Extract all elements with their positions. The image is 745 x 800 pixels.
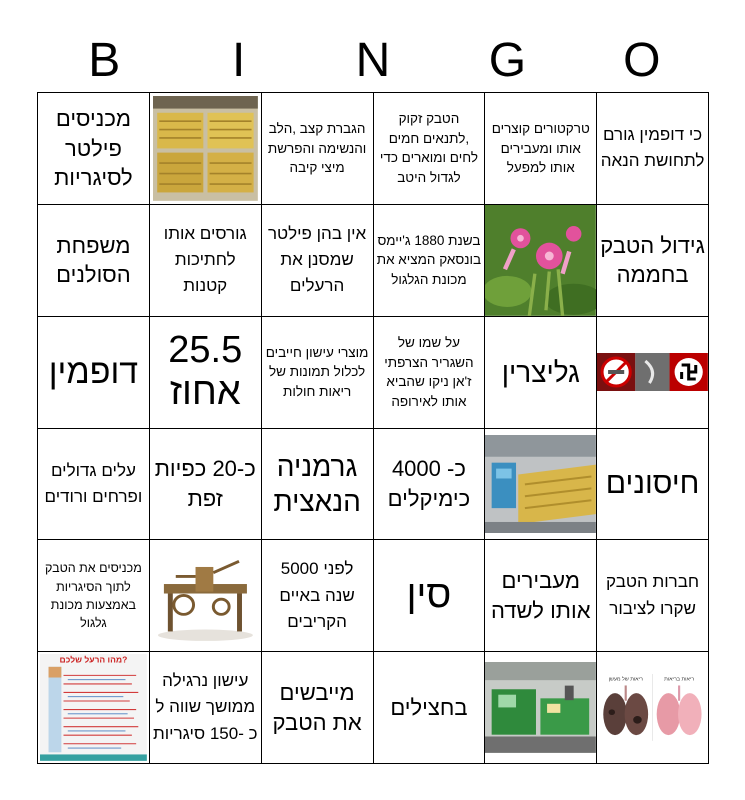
no-smoking-swastika-image: [597, 353, 708, 391]
cell-text: מעבירים אותו לשדה: [490, 568, 591, 623]
bingo-cell[interactable]: [597, 93, 709, 205]
cell-text: מכניסים פילטר לסיגריות: [54, 105, 133, 191]
cell-text: חיסונים: [605, 467, 700, 501]
tobacco-factory-conveyor-image: [485, 435, 596, 534]
bingo-cell[interactable]: [150, 93, 262, 205]
cell-text: על שמו של השגריר הצרפתי ז'אן ניקו שהביא אותו לאירופה: [384, 334, 474, 409]
cell-text: מכניסים את הטבק לתוך הסיגריות באמצעות מכונת גלגול: [45, 561, 142, 630]
cell-text: הטבק זקוק ,לתנאים חמים לחים ומוארים כדי לגדול היטב: [379, 111, 478, 185]
cell-text: מייבשים את הטבק: [272, 679, 362, 735]
cell-text: כ-20 כפיות זפת: [154, 456, 256, 511]
bingo-cell[interactable]: [485, 540, 597, 652]
cell-text: 25.5 אחוז: [168, 329, 243, 414]
cell-text: עלים גדולים ופרחים ורודים: [44, 460, 143, 506]
bingo-cell[interactable]: [38, 540, 150, 652]
bingo-cell[interactable]: [150, 205, 262, 317]
bingo-cell[interactable]: [374, 429, 486, 541]
bingo-cell[interactable]: [262, 205, 374, 317]
header-letter-o: O: [623, 34, 661, 87]
bingo-cell[interactable]: [38, 93, 150, 205]
bingo-cell[interactable]: [150, 540, 262, 652]
bingo-header: [37, 30, 709, 92]
cell-text: סין: [406, 573, 452, 616]
bingo-cell[interactable]: [262, 429, 374, 541]
poison-poster-image: [40, 654, 147, 761]
bingo-cell[interactable]: [485, 652, 597, 764]
bingo-cell[interactable]: [374, 540, 486, 652]
cell-text: משפחת הסולנים: [56, 232, 131, 288]
healthy-vs-smoker-lungs-image: [599, 674, 706, 741]
bingo-cell[interactable]: [150, 429, 262, 541]
cell-text: גורסים אותו לחתיכות קטנות: [163, 223, 247, 296]
bingo-cell[interactable]: [374, 652, 486, 764]
header-letter-g: G: [488, 34, 527, 87]
cell-text: בשנת 1880 ג'יימס בונסאק המציא את מכונת הגלגול: [376, 232, 482, 288]
bingo-cell[interactable]: [38, 429, 150, 541]
cell-text: כ- 4000 כימיקלים: [387, 456, 471, 511]
header-letter-b: B: [88, 34, 121, 87]
bingo-cell[interactable]: [485, 93, 597, 205]
cell-text: גרמניה הנאצית: [273, 450, 361, 517]
cell-text: חברות הטבק שקרו לציבור: [606, 572, 700, 618]
cigarette-rolling-machine-image: [156, 548, 255, 643]
smoker-lungs-caption: ריאות של מעשן: [608, 677, 644, 683]
bingo-cell[interactable]: [597, 205, 709, 317]
bingo-cell[interactable]: [597, 540, 709, 652]
cell-text: בחצילים: [390, 694, 468, 720]
poster-title: ?מהו הרעל שלכם: [59, 654, 128, 665]
cell-text: מוצרי עישון חייבים לכלול תמונות של ריאות חולות: [265, 344, 369, 399]
bingo-cell[interactable]: [597, 429, 709, 541]
bingo-cell[interactable]: [262, 317, 374, 429]
bingo-cell[interactable]: [485, 205, 597, 317]
healthy-lungs-caption: ריאות בריאות: [664, 677, 695, 683]
bingo-cell[interactable]: [150, 317, 262, 429]
tobacco-flowers-image: [485, 205, 596, 316]
green-factory-machine-image: [485, 662, 596, 753]
bingo-cell[interactable]: [262, 540, 374, 652]
cell-text: טרקטורים קוצרים אותו ומעבירים אותו למפעל: [491, 121, 590, 176]
bingo-cell[interactable]: [597, 317, 709, 429]
cell-text: גליצרין: [501, 356, 580, 388]
bingo-cell[interactable]: [262, 93, 374, 205]
bingo-board: [37, 92, 709, 764]
cell-text: גידול הטבק בחממה: [600, 232, 705, 288]
bingo-cell[interactable]: [374, 205, 486, 317]
bingo-cell[interactable]: [374, 93, 486, 205]
bingo-cell[interactable]: [38, 652, 150, 764]
bingo-cell[interactable]: [150, 652, 262, 764]
bingo-cell[interactable]: [38, 317, 150, 429]
cell-text: דופמין: [48, 352, 139, 391]
bingo-cell[interactable]: [597, 652, 709, 764]
cell-text: אין בהן פילטר שמסנן את הרעלים: [267, 223, 367, 296]
bingo-cell[interactable]: [485, 317, 597, 429]
bingo-cell[interactable]: [374, 317, 486, 429]
header-letter-i: I: [231, 34, 246, 87]
dried-tobacco-bales-image: [153, 96, 258, 201]
bingo-cell[interactable]: [38, 205, 150, 317]
cell-text: לפני 5000 שנה באיים הקריבים: [279, 559, 355, 631]
bingo-cell[interactable]: [485, 429, 597, 541]
cell-text: כי דופמין גורם לתחושת הנאה: [600, 125, 705, 171]
bingo-cell[interactable]: [262, 652, 374, 764]
header-letter-n: N: [355, 34, 391, 87]
cell-text: עישון נרגילה ממושך שווה ל כ -150 סיגריות: [153, 671, 258, 743]
cell-text: הגברת קצב ,הלב והנשימה והפרשת מיצי קיבה: [267, 121, 367, 176]
